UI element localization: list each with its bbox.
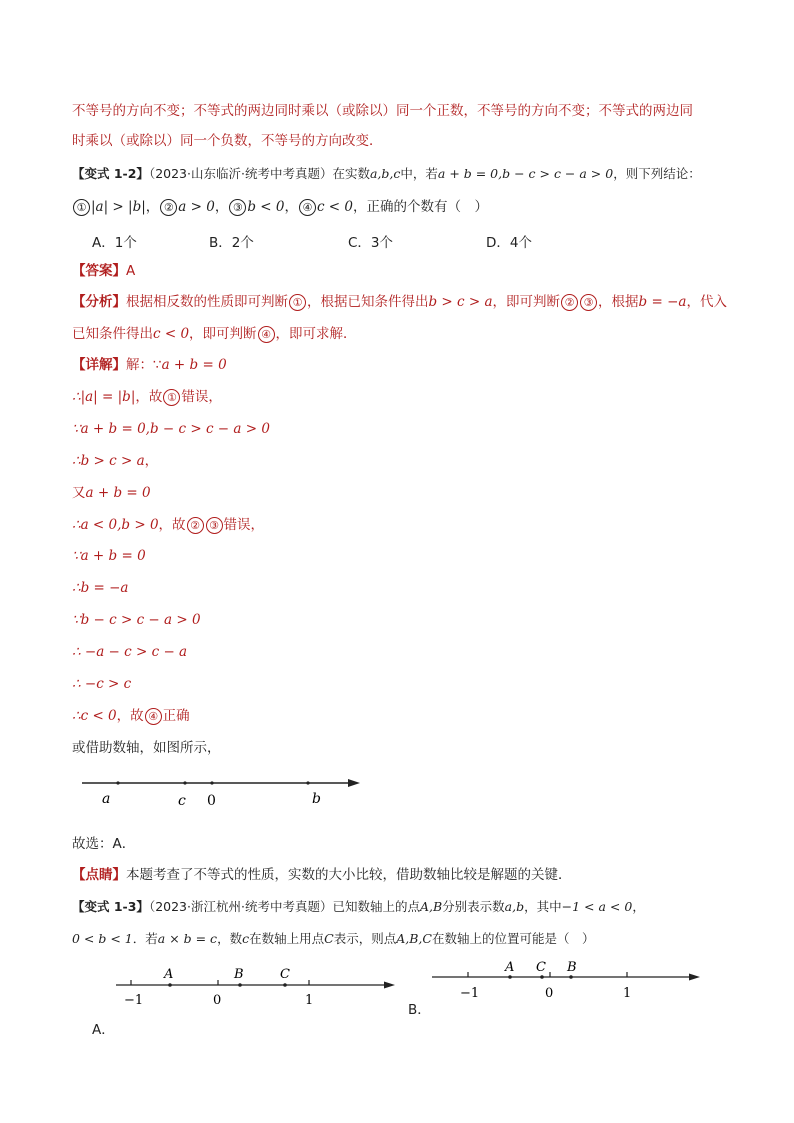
point-label-c: c: [178, 793, 186, 809]
axis-arrow-icon: [384, 982, 395, 989]
detail-line-6: ∴a < 0,b > 0，故 ② ③ 错误，: [72, 517, 265, 533]
question-tag: 【变式 1-3】: [72, 899, 149, 914]
detail-line-13: 或借助数轴，如图所示，: [72, 740, 221, 756]
option-figure-b-label[interactable]: B．: [408, 1002, 431, 1018]
detail-line-1: 【详解】解：∵a + b = 0: [72, 357, 227, 373]
detail-line-7: ∵a + b = 0: [72, 548, 146, 564]
question-1-2-stem: 【变式 1-2】（2023·山东临沂·统考中考真题）在实数a,b,c中，若a + b = 0,b − c > c − a > 0，则下列结论：: [72, 166, 701, 181]
option-a[interactable]: A．1个: [92, 235, 137, 251]
point-label-b: b: [312, 791, 321, 807]
detail-line-2: ∴|a| = |b|，故 ① 错误，: [72, 389, 222, 405]
tick-zero: 0: [545, 986, 554, 1001]
question-source: （2023·浙江杭州·统考中考真题）: [148, 899, 333, 914]
point-c: C: [536, 960, 546, 975]
detail-line-4: ∴b > c > a，: [72, 453, 159, 469]
tick-one: 1: [305, 993, 314, 1008]
intro-line-1: 不等号的方向不变；不等式的两边同时乘以（或除以）同一个正数，不等号的方向不变；不等式的两边同: [72, 103, 693, 119]
question-1-3-stem-1: 【变式 1-3】（2023·浙江杭州·统考中考真题）已知数轴上的点A,B分别表示数a,b，其中−1 < a < 0，: [72, 899, 645, 914]
comment-label: 【点睛】: [72, 867, 126, 883]
tick-minus-one: −1: [124, 993, 144, 1008]
detail-line-3: ∵a + b = 0,b − c > c − a > 0: [72, 421, 270, 437]
answer-value: A: [126, 263, 136, 279]
question-tag: 【变式 1-2】: [72, 166, 149, 181]
point-b: B: [567, 960, 577, 975]
conclusion: 故选：A．: [72, 836, 136, 852]
analysis-label: 【分析】: [72, 294, 126, 310]
point-a: A: [164, 967, 174, 982]
point-c: C: [280, 967, 290, 982]
detail-line-10: ∴ −a − c > c − a: [72, 644, 188, 660]
option-figure-b[interactable]: [428, 958, 708, 1006]
option-figure-a-label[interactable]: A．: [92, 1022, 115, 1038]
question-source: （2023·山东临沂·统考中考真题）: [148, 166, 333, 181]
detail-line-9: ∵b − c > c − a > 0: [72, 612, 201, 628]
intro-line-2: 时乘以（或除以）同一个负数，不等号的方向改变．: [72, 133, 383, 149]
detail-line-8: ∴b = −a: [72, 580, 129, 596]
comment-line: 【点睛】本题考查了不等式的性质，实数的大小比较，借助数轴比较是解题的关键．: [72, 867, 572, 883]
option-b[interactable]: B．2个: [209, 235, 254, 251]
answer-label: 【答案】: [72, 263, 126, 279]
analysis-line-2: 已知条件得出c < 0，即可判断 ④ ，即可求解．: [72, 326, 357, 342]
analysis-line-1: 【分析】根据相反数的性质即可判断 ① ，根据已知条件得出b > c > a，即可判断 ② ③ ，根据b = −a，代入: [72, 294, 727, 310]
question-1-2-claims: ① |a| > |b|， ② a > 0， ③ b < 0， ④ c < 0，正确的个数有（ ）: [72, 197, 488, 217]
detail-line-11: ∴ −c > c: [72, 676, 132, 692]
number-line-diagram: [78, 772, 368, 812]
tick-one: 1: [623, 986, 632, 1001]
tick-zero: 0: [213, 993, 222, 1008]
point-label-a: a: [102, 791, 111, 807]
detail-line-5: 又a + b = 0: [72, 485, 151, 501]
detail-line-12: ∴c < 0，故 ④ 正确: [72, 708, 190, 724]
point-label-zero: 0: [207, 793, 216, 809]
point-b: B: [234, 967, 244, 982]
axis-arrow-icon: [689, 974, 700, 981]
answer-line: [72, 261, 135, 281]
detail-label: 【详解】: [72, 357, 126, 373]
tick-minus-one: −1: [460, 986, 480, 1001]
axis-arrow-icon: [348, 779, 360, 787]
option-c[interactable]: C．3个: [348, 235, 394, 251]
point-a: A: [505, 960, 515, 975]
option-figure-a[interactable]: [112, 963, 402, 1011]
option-d[interactable]: D．4个: [486, 235, 532, 251]
question-1-3-stem-2: 0 < b < 1．若a × b = c，数c在数轴上用点C表示，则点A,B,C在数轴上的位置可能是（ ）: [72, 931, 595, 946]
